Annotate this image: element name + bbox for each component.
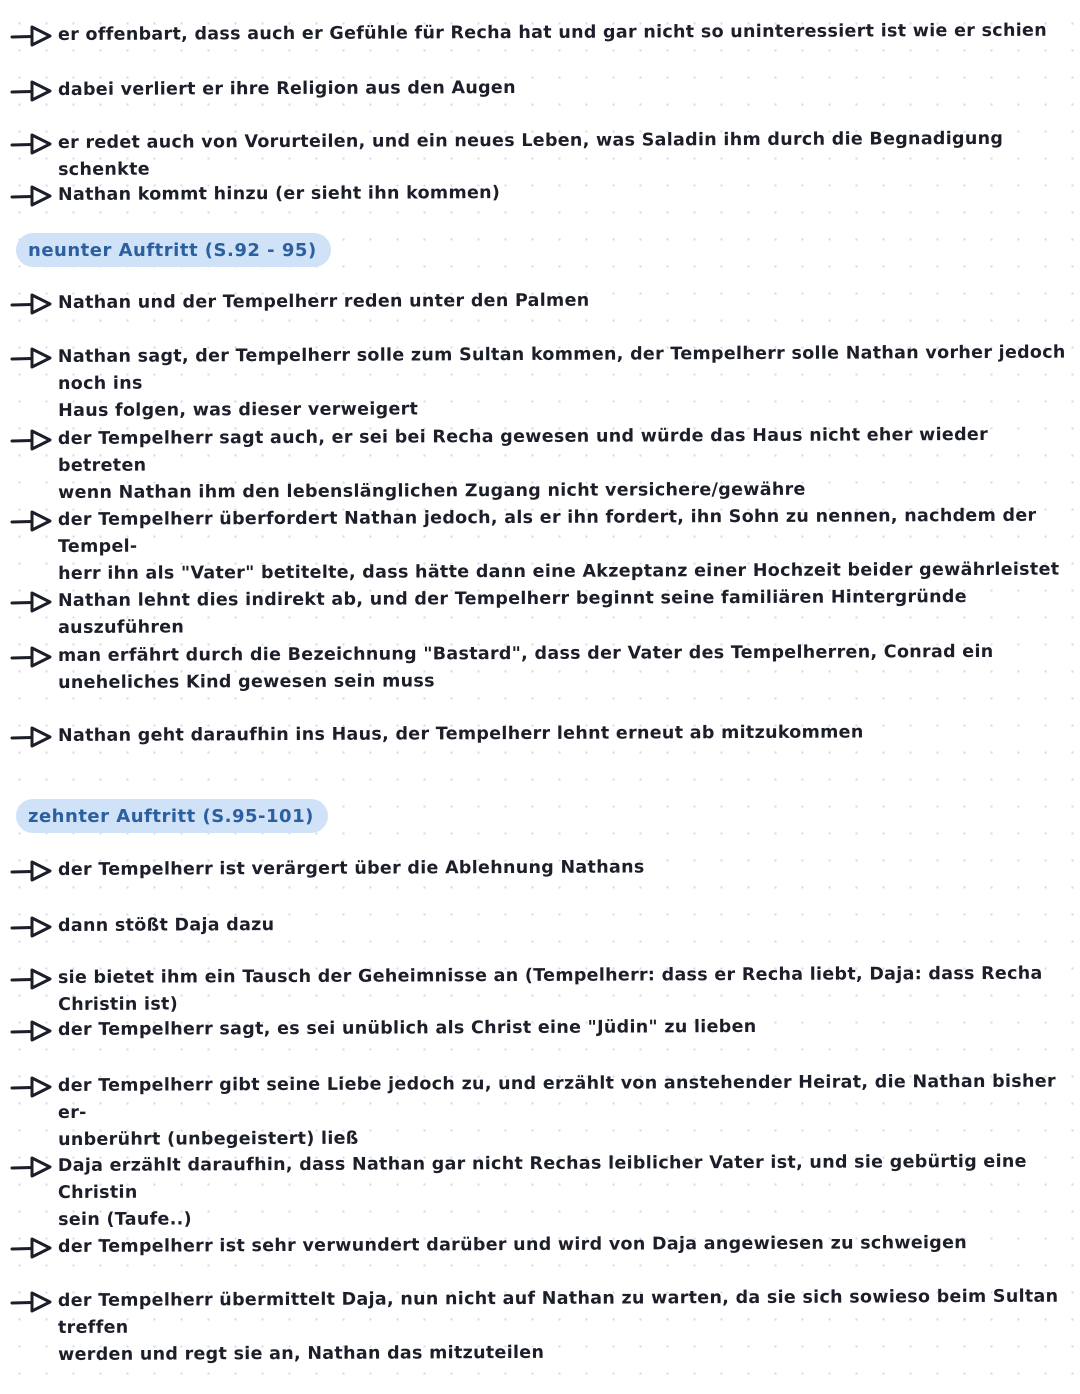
section-heading-neunter-auftritt	[16, 233, 331, 267]
list-item	[0, 344, 1080, 425]
arrow-right-icon	[10, 1234, 58, 1262]
arrow-right-icon	[10, 344, 58, 372]
list-item	[0, 723, 1080, 751]
arrow-right-icon	[10, 290, 58, 318]
arrow-right-icon	[10, 22, 58, 50]
list-item	[0, 507, 1080, 588]
list-item	[0, 913, 1080, 941]
list-item	[0, 1234, 1080, 1262]
list-item-text: der Tempelherr überfordert Nathan jedoch, als er ihn fordert, ihn Sohn zu nennen, nachdem der Tempel- herr ihn als "Vater" betitelte, dass hätte dann eine Akzeptanz einer Hochzeit beider gewährleistet	[57, 505, 1060, 584]
list-item-text: Nathan kommt hinzu (er sieht ihn kommen)	[57, 183, 501, 205]
list-item-text: Nathan lehnt dies indirekt ab, und der Tempelherr beginnt seine familiären Hintergründe auszuführen	[57, 587, 974, 638]
list-item-text: Nathan und der Tempelherr reden unter den Palmen	[57, 290, 590, 313]
list-item-text: Daja erzählt daraufhin, dass Nathan gar nicht Rechas leiblicher Vater ist, und sie gebürtig eine Christin sein (Taufe..)	[57, 1151, 1034, 1230]
list-item	[0, 857, 1080, 885]
arrow-right-icon	[10, 1288, 58, 1316]
arrow-right-icon	[10, 1017, 58, 1045]
list-item	[0, 643, 1080, 697]
list-item-text: der Tempelherr sagt, es sei unüblich als Christ eine "Jüdin" zu lieben	[57, 1016, 757, 1040]
arrow-right-icon	[10, 426, 58, 454]
section-heading-text: neunter Auftritt (S.92 - 95)	[28, 239, 317, 261]
arrow-right-icon	[10, 588, 58, 616]
arrow-right-icon	[10, 857, 58, 885]
list-item-text: der Tempelherr ist sehr verwundert darüber und wird von Daja angewiesen zu schweigen	[57, 1233, 968, 1257]
list-item-text: er redet auch von Vorurteilen, und ein neues Leben, was Saladin ihm durch die Begnadigung schenkte	[57, 128, 1010, 180]
arrow-right-icon	[10, 913, 58, 941]
list-item	[0, 1153, 1080, 1234]
list-item-text: der Tempelherr sagt auch, er sei bei Recha gewesen und würde das Haus nicht eher wieder betreten wenn Nathan ihm den lebenslänglichen Zugang nicht versichere/gewähre	[57, 424, 995, 503]
section-heading-text: zehnter Auftritt (S.95-101)	[28, 805, 314, 827]
list-item-text: der Tempelherr ist verärgert über die Ablehnung Nathans	[57, 857, 645, 880]
list-item	[0, 426, 1080, 507]
list-item-text: er offenbart, dass auch er Gefühle für Recha hat und gar nicht so uninteressiert ist wie er schien	[57, 20, 1047, 45]
list-item-text: der Tempelherr übermittelt Daja, nun nicht auf Nathan zu warten, da sie sich sowieso beim Sultan treffen werden und regt sie an, Nathan das mitzuteilen	[57, 1286, 1065, 1365]
arrow-right-icon	[10, 130, 58, 158]
list-item	[0, 1073, 1080, 1154]
list-item	[0, 77, 1080, 105]
arrow-right-icon	[10, 723, 58, 751]
list-item-text: Nathan sagt, der Tempelherr solle zum Sultan kommen, der Tempelherr solle Nathan vorher jedoch noch ins Haus folgen, was dieser verweigert	[57, 342, 1073, 421]
arrow-right-icon	[10, 965, 58, 993]
list-item	[0, 965, 1080, 1019]
arrow-right-icon	[10, 182, 58, 210]
list-item-text: man erfährt durch die Bezeichnung "Bastard", dass der Vater des Tempelherren, Conrad ein uneheliches Kind gewesen sein muss	[57, 641, 994, 693]
list-item	[0, 130, 1080, 184]
list-item	[0, 1288, 1080, 1369]
arrow-right-icon	[10, 507, 58, 535]
list-item-text: der Tempelherr gibt seine Liebe jedoch zu, und erzählt von anstehender Heirat, die Nathan bisher er- unberührt (unbegeistert) ließ	[57, 1071, 1063, 1150]
list-item	[0, 182, 1080, 210]
arrow-right-icon	[10, 77, 58, 105]
list-item	[0, 22, 1080, 50]
arrow-right-icon	[10, 1153, 58, 1181]
list-item	[0, 290, 1080, 318]
list-item	[0, 1017, 1080, 1045]
arrow-right-icon	[10, 643, 58, 671]
list-item-text: sie bietet ihm ein Tausch der Geheimnisse an (Tempelherr: dass er Recha liebt, Daja: dass Recha Christin ist)	[57, 963, 1050, 1015]
list-item	[0, 588, 1080, 642]
list-item-text: Nathan geht daraufhin ins Haus, der Tempelherr lehnt erneut ab mitzukommen	[57, 722, 864, 746]
list-item-text: dabei verliert er ihre Religion aus den Augen	[57, 78, 516, 100]
section-heading-zehnter-auftritt	[16, 799, 328, 833]
arrow-right-icon	[10, 1073, 58, 1101]
list-item-text: dann stößt Daja dazu	[57, 915, 275, 936]
